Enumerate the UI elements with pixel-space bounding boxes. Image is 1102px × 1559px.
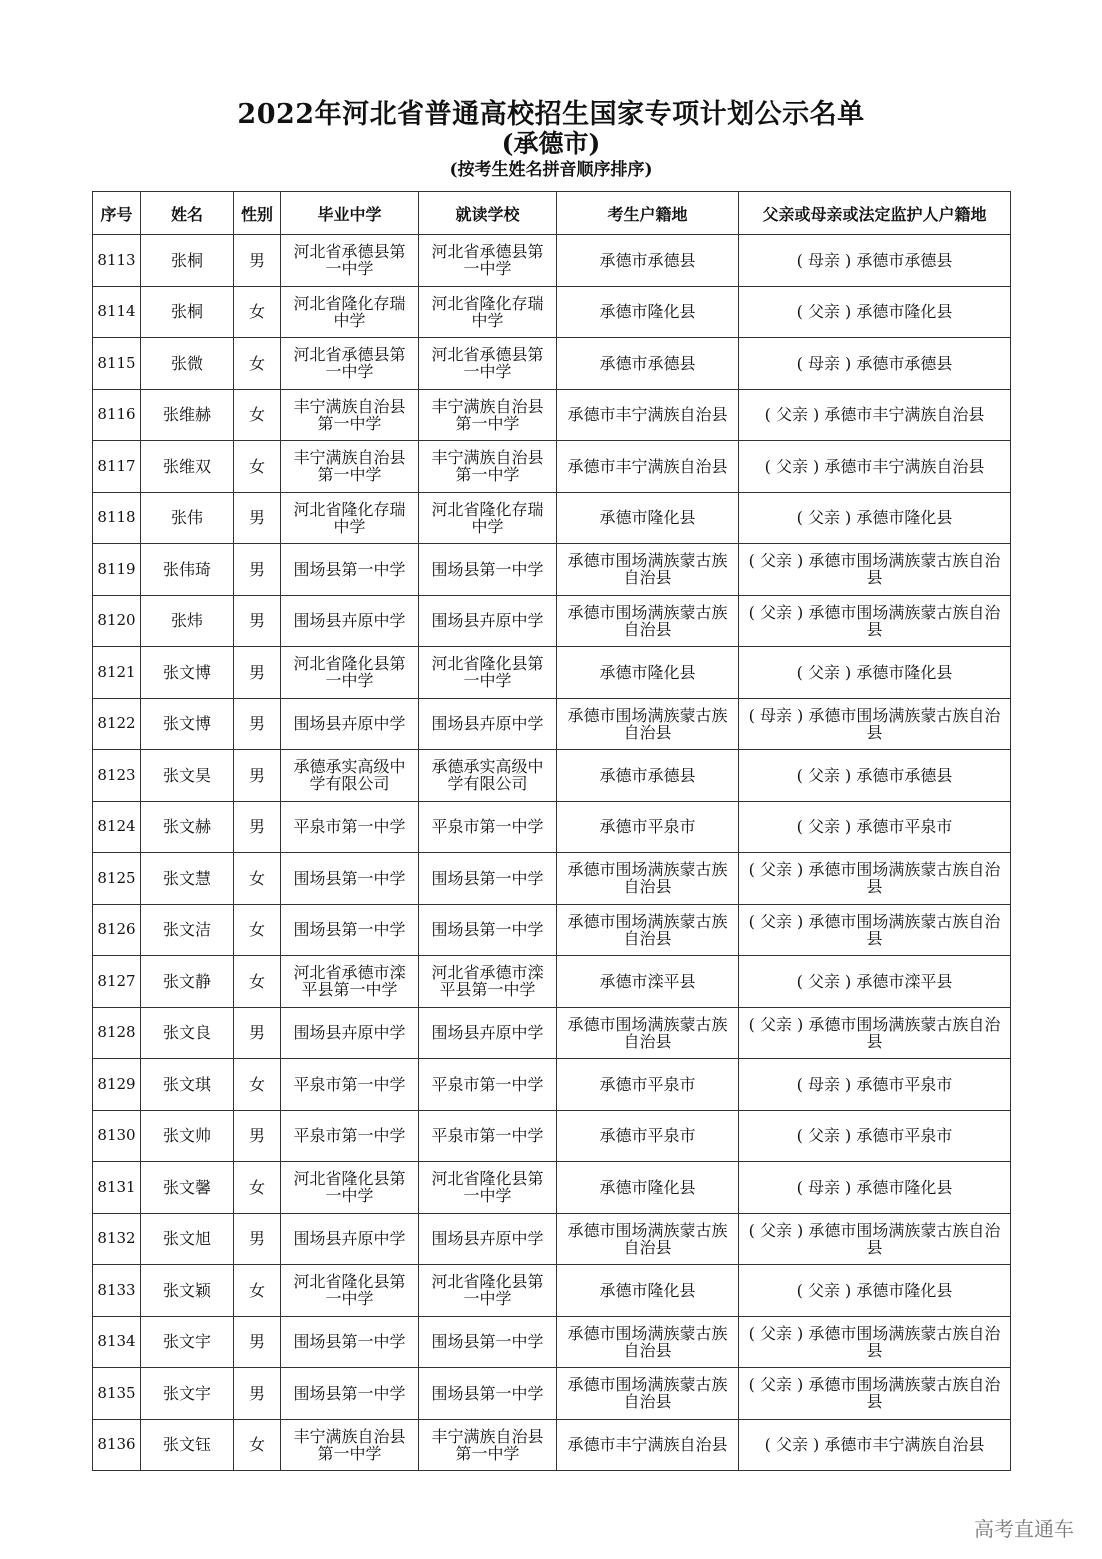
cell-current-school: 围场县卉原中学	[419, 1007, 557, 1059]
cell-current-school: 围场县第一中学	[419, 853, 557, 905]
cell-grad-school: 丰宁满族自治县第一中学	[281, 441, 419, 493]
table-row	[93, 801, 1011, 853]
cell-name: 张文钰	[141, 1419, 234, 1471]
cell-current-school: 河北省承德市滦平县第一中学	[419, 956, 557, 1008]
cell-name: 张文宇	[141, 1368, 234, 1420]
table-row	[93, 338, 1011, 390]
cell-name: 张微	[141, 338, 234, 390]
cell-seq: 8117	[93, 441, 141, 493]
cell-guardian-hukou: ( 父亲 ) 承德市围场满族蒙古族自治县	[739, 595, 1011, 647]
cell-grad-school: 河北省承德市滦平县第一中学	[281, 956, 419, 1008]
cell-hukou: 承德市围场满族蒙古族自治县	[557, 1316, 739, 1368]
table-row	[93, 492, 1011, 544]
cell-hukou: 承德市丰宁满族自治县	[557, 389, 739, 441]
cell-hukou: 承德市隆化县	[557, 1162, 739, 1214]
table-row	[93, 956, 1011, 1008]
page-subtitle: (承德市)	[501, 129, 601, 158]
cell-hukou: 承德市平泉市	[557, 1110, 739, 1162]
cell-hukou: 承德市承德县	[557, 750, 739, 802]
cell-name: 张文赫	[141, 801, 234, 853]
cell-seq: 8129	[93, 1059, 141, 1111]
cell-guardian-hukou: ( 父亲 ) 承德市承德县	[739, 750, 1011, 802]
header-hukou: 考生户籍地	[557, 192, 739, 235]
cell-hukou: 承德市围场满族蒙古族自治县	[557, 1007, 739, 1059]
cell-current-school: 河北省隆化县第一中学	[419, 1162, 557, 1214]
cell-current-school: 河北省隆化存瑞中学	[419, 286, 557, 338]
cell-grad-school: 围场县第一中学	[281, 904, 419, 956]
cell-hukou: 承德市隆化县	[557, 1265, 739, 1317]
cell-gender: 男	[234, 595, 281, 647]
cell-seq: 8136	[93, 1419, 141, 1471]
cell-grad-school: 平泉市第一中学	[281, 801, 419, 853]
cell-seq: 8114	[93, 286, 141, 338]
cell-seq: 8126	[93, 904, 141, 956]
cell-grad-school: 围场县第一中学	[281, 544, 419, 596]
table-row	[93, 1368, 1011, 1420]
cell-gender: 男	[234, 750, 281, 802]
cell-grad-school: 围场县第一中学	[281, 853, 419, 905]
cell-name: 张伟琦	[141, 544, 234, 596]
table-row	[93, 904, 1011, 956]
table-row	[93, 647, 1011, 699]
cell-grad-school: 河北省隆化县第一中学	[281, 647, 419, 699]
cell-gender: 女	[234, 1419, 281, 1471]
cell-grad-school: 河北省隆化县第一中学	[281, 1265, 419, 1317]
cell-gender: 女	[234, 1059, 281, 1111]
cell-grad-school: 丰宁满族自治县第一中学	[281, 389, 419, 441]
cell-name: 张文静	[141, 956, 234, 1008]
cell-current-school: 围场县卉原中学	[419, 698, 557, 750]
cell-gender: 女	[234, 286, 281, 338]
cell-grad-school: 围场县卉原中学	[281, 1213, 419, 1265]
table-header-row	[93, 192, 1011, 235]
table-row	[93, 595, 1011, 647]
cell-gender: 女	[234, 853, 281, 905]
cell-guardian-hukou: ( 父亲 ) 承德市隆化县	[739, 492, 1011, 544]
cell-current-school: 丰宁满族自治县第一中学	[419, 1419, 557, 1471]
cell-hukou: 承德市围场满族蒙古族自治县	[557, 544, 739, 596]
header-guardian-hukou: 父亲或母亲或法定监护人户籍地	[739, 192, 1011, 235]
cell-guardian-hukou: ( 父亲 ) 承德市围场满族蒙古族自治县	[739, 1213, 1011, 1265]
cell-name: 张文慧	[141, 853, 234, 905]
table-row	[93, 698, 1011, 750]
table-row	[93, 1007, 1011, 1059]
cell-seq: 8120	[93, 595, 141, 647]
cell-gender: 男	[234, 1110, 281, 1162]
cell-seq: 8116	[93, 389, 141, 441]
cell-seq: 8124	[93, 801, 141, 853]
cell-grad-school: 围场县卉原中学	[281, 595, 419, 647]
cell-guardian-hukou: ( 父亲 ) 承德市围场满族蒙古族自治县	[739, 1368, 1011, 1420]
cell-grad-school: 平泉市第一中学	[281, 1110, 419, 1162]
cell-seq: 8119	[93, 544, 141, 596]
table-row	[93, 286, 1011, 338]
cell-seq: 8133	[93, 1265, 141, 1317]
cell-seq: 8115	[93, 338, 141, 390]
header-seq: 序号	[93, 192, 141, 235]
header-gender: 性别	[234, 192, 281, 235]
cell-current-school: 河北省隆化县第一中学	[419, 647, 557, 699]
cell-grad-school: 河北省承德县第一中学	[281, 235, 419, 287]
cell-seq: 8125	[93, 853, 141, 905]
cell-name: 张桐	[141, 235, 234, 287]
cell-hukou: 承德市丰宁满族自治县	[557, 441, 739, 493]
cell-seq: 8128	[93, 1007, 141, 1059]
cell-grad-school: 围场县卉原中学	[281, 1007, 419, 1059]
cell-seq: 8134	[93, 1316, 141, 1368]
cell-hukou: 承德市围场满族蒙古族自治县	[557, 853, 739, 905]
cell-guardian-hukou: ( 父亲 ) 承德市平泉市	[739, 801, 1011, 853]
cell-name: 张文帅	[141, 1110, 234, 1162]
cell-name: 张文洁	[141, 904, 234, 956]
cell-guardian-hukou: ( 父亲 ) 承德市围场满族蒙古族自治县	[739, 904, 1011, 956]
cell-hukou: 承德市平泉市	[557, 801, 739, 853]
cell-name: 张伟	[141, 492, 234, 544]
cell-seq: 8132	[93, 1213, 141, 1265]
table-row	[93, 544, 1011, 596]
cell-gender: 女	[234, 904, 281, 956]
page-title: 2022年河北省普通高校招生国家专项计划公示名单	[237, 99, 865, 130]
cell-grad-school: 河北省承德县第一中学	[281, 338, 419, 390]
cell-hukou: 承德市丰宁满族自治县	[557, 1419, 739, 1471]
cell-guardian-hukou: ( 父亲 ) 承德市丰宁满族自治县	[739, 389, 1011, 441]
cell-guardian-hukou: ( 父亲 ) 承德市滦平县	[739, 956, 1011, 1008]
cell-hukou: 承德市围场满族蒙古族自治县	[557, 698, 739, 750]
cell-hukou: 承德市承德县	[557, 338, 739, 390]
cell-hukou: 承德市围场满族蒙古族自治县	[557, 595, 739, 647]
watermark: 高考直通车	[974, 1517, 1074, 1541]
cell-current-school: 承德承实高级中学有限公司	[419, 750, 557, 802]
cell-gender: 男	[234, 1007, 281, 1059]
table-row	[93, 750, 1011, 802]
cell-gender: 男	[234, 544, 281, 596]
cell-current-school: 河北省承德县第一中学	[419, 338, 557, 390]
header-current-school: 就读学校	[419, 192, 557, 235]
roster-table	[92, 191, 1011, 1471]
cell-current-school: 围场县第一中学	[419, 1368, 557, 1420]
cell-name: 张文旭	[141, 1213, 234, 1265]
cell-hukou: 承德市围场满族蒙古族自治县	[557, 1213, 739, 1265]
cell-guardian-hukou: ( 父亲 ) 承德市围场满族蒙古族自治县	[739, 1007, 1011, 1059]
cell-grad-school: 河北省隆化县第一中学	[281, 1162, 419, 1214]
cell-guardian-hukou: ( 父亲 ) 承德市围场满族蒙古族自治县	[739, 1316, 1011, 1368]
cell-name: 张文宇	[141, 1316, 234, 1368]
cell-guardian-hukou: ( 父亲 ) 承德市丰宁满族自治县	[739, 1419, 1011, 1471]
cell-name: 张桐	[141, 286, 234, 338]
table-row	[93, 1419, 1011, 1471]
cell-grad-school: 平泉市第一中学	[281, 1059, 419, 1111]
table-row	[93, 1213, 1011, 1265]
cell-seq: 8118	[93, 492, 141, 544]
sort-note: (按考生姓名拼音顺序排序)	[449, 160, 653, 180]
table-row	[93, 441, 1011, 493]
cell-gender: 男	[234, 698, 281, 750]
table-row	[93, 235, 1011, 287]
cell-current-school: 河北省承德县第一中学	[419, 235, 557, 287]
cell-hukou: 承德市隆化县	[557, 286, 739, 338]
cell-gender: 男	[234, 801, 281, 853]
cell-guardian-hukou: ( 母亲 ) 承德市承德县	[739, 235, 1011, 287]
cell-name: 张文博	[141, 647, 234, 699]
cell-guardian-hukou: ( 父亲 ) 承德市隆化县	[739, 647, 1011, 699]
cell-gender: 女	[234, 338, 281, 390]
cell-name: 张文良	[141, 1007, 234, 1059]
cell-grad-school: 围场县第一中学	[281, 1316, 419, 1368]
cell-grad-school: 围场县卉原中学	[281, 698, 419, 750]
cell-current-school: 丰宁满族自治县第一中学	[419, 389, 557, 441]
cell-gender: 男	[234, 235, 281, 287]
table-row	[93, 1316, 1011, 1368]
cell-guardian-hukou: ( 父亲 ) 承德市围场满族蒙古族自治县	[739, 544, 1011, 596]
cell-grad-school: 河北省隆化存瑞中学	[281, 492, 419, 544]
cell-hukou: 承德市平泉市	[557, 1059, 739, 1111]
cell-guardian-hukou: ( 父亲 ) 承德市丰宁满族自治县	[739, 441, 1011, 493]
cell-name: 张文琪	[141, 1059, 234, 1111]
cell-current-school: 平泉市第一中学	[419, 1110, 557, 1162]
cell-hukou: 承德市围场满族蒙古族自治县	[557, 1368, 739, 1420]
table-row	[93, 1162, 1011, 1214]
cell-hukou: 承德市围场满族蒙古族自治县	[557, 904, 739, 956]
cell-name: 张维赫	[141, 389, 234, 441]
cell-current-school: 平泉市第一中学	[419, 1059, 557, 1111]
cell-guardian-hukou: ( 父亲 ) 承德市隆化县	[739, 1265, 1011, 1317]
cell-grad-school: 承德承实高级中学有限公司	[281, 750, 419, 802]
cell-guardian-hukou: ( 父亲 ) 承德市平泉市	[739, 1110, 1011, 1162]
table-row	[93, 1110, 1011, 1162]
cell-name: 张炜	[141, 595, 234, 647]
cell-seq: 8127	[93, 956, 141, 1008]
cell-seq: 8121	[93, 647, 141, 699]
cell-gender: 女	[234, 1162, 281, 1214]
table-row	[93, 389, 1011, 441]
cell-hukou: 承德市隆化县	[557, 647, 739, 699]
cell-current-school: 平泉市第一中学	[419, 801, 557, 853]
cell-grad-school: 丰宁满族自治县第一中学	[281, 1419, 419, 1471]
cell-name: 张文昊	[141, 750, 234, 802]
cell-seq: 8122	[93, 698, 141, 750]
cell-seq: 8135	[93, 1368, 141, 1420]
cell-current-school: 围场县第一中学	[419, 904, 557, 956]
table-body	[93, 235, 1011, 1471]
header-name: 姓名	[141, 192, 234, 235]
table-row	[93, 853, 1011, 905]
cell-guardian-hukou: ( 父亲 ) 承德市隆化县	[739, 286, 1011, 338]
cell-name: 张文博	[141, 698, 234, 750]
table-row	[93, 1059, 1011, 1111]
cell-guardian-hukou: ( 母亲 ) 承德市围场满族蒙古族自治县	[739, 698, 1011, 750]
cell-gender: 男	[234, 1213, 281, 1265]
cell-grad-school: 河北省隆化存瑞中学	[281, 286, 419, 338]
cell-current-school: 河北省隆化县第一中学	[419, 1265, 557, 1317]
cell-gender: 女	[234, 389, 281, 441]
cell-name: 张维双	[141, 441, 234, 493]
cell-seq: 8123	[93, 750, 141, 802]
cell-guardian-hukou: ( 母亲 ) 承德市隆化县	[739, 1162, 1011, 1214]
cell-seq: 8130	[93, 1110, 141, 1162]
cell-seq: 8113	[93, 235, 141, 287]
cell-guardian-hukou: ( 父亲 ) 承德市围场满族蒙古族自治县	[739, 853, 1011, 905]
cell-gender: 女	[234, 441, 281, 493]
cell-current-school: 围场县第一中学	[419, 1316, 557, 1368]
header-grad-school: 毕业中学	[281, 192, 419, 235]
cell-current-school: 围场县卉原中学	[419, 1213, 557, 1265]
cell-guardian-hukou: ( 母亲 ) 承德市承德县	[739, 338, 1011, 390]
cell-hukou: 承德市滦平县	[557, 956, 739, 1008]
cell-hukou: 承德市隆化县	[557, 492, 739, 544]
cell-guardian-hukou: ( 母亲 ) 承德市平泉市	[739, 1059, 1011, 1111]
cell-gender: 女	[234, 1265, 281, 1317]
cell-gender: 男	[234, 1368, 281, 1420]
cell-seq: 8131	[93, 1162, 141, 1214]
cell-current-school: 围场县卉原中学	[419, 595, 557, 647]
cell-hukou: 承德市承德县	[557, 235, 739, 287]
cell-gender: 男	[234, 1316, 281, 1368]
cell-gender: 男	[234, 647, 281, 699]
table-row	[93, 1265, 1011, 1317]
cell-gender: 男	[234, 492, 281, 544]
cell-name: 张文颖	[141, 1265, 234, 1317]
cell-grad-school: 围场县第一中学	[281, 1368, 419, 1420]
cell-name: 张文馨	[141, 1162, 234, 1214]
cell-current-school: 围场县第一中学	[419, 544, 557, 596]
cell-gender: 女	[234, 956, 281, 1008]
cell-current-school: 河北省隆化存瑞中学	[419, 492, 557, 544]
cell-current-school: 丰宁满族自治县第一中学	[419, 441, 557, 493]
